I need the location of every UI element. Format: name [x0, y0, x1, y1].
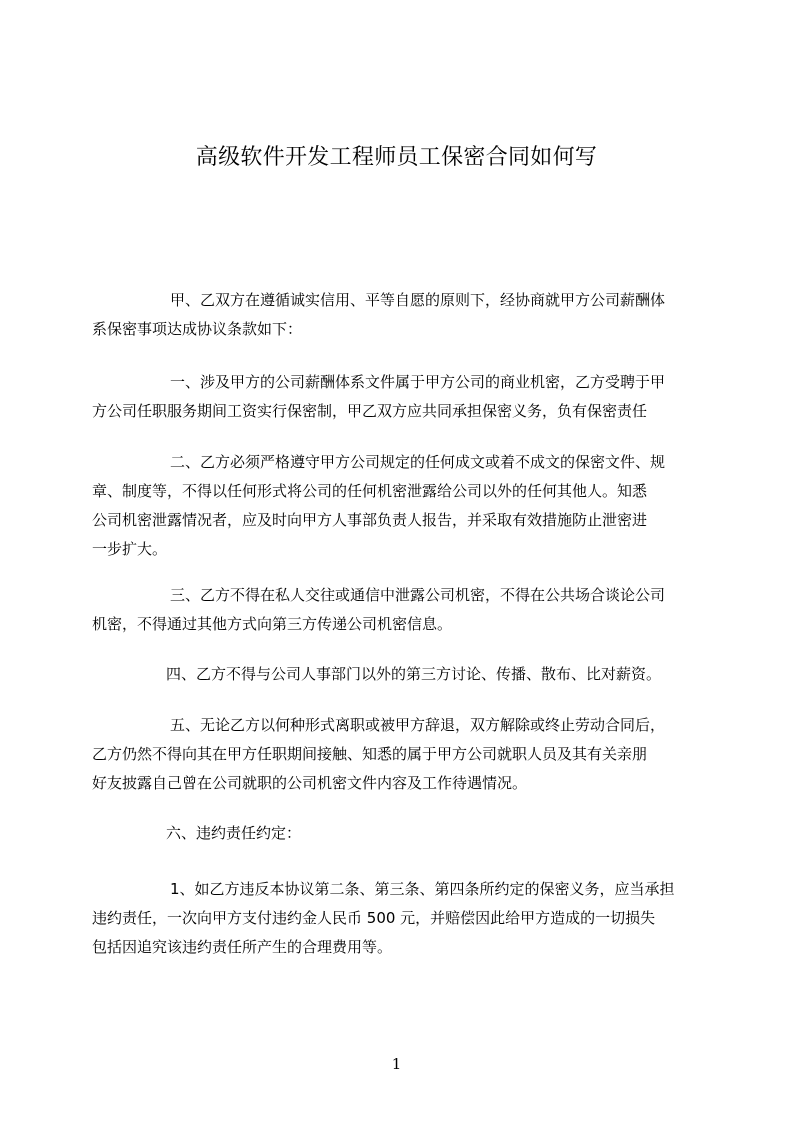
paragraph-clause-6: [92, 819, 717, 848]
paragraph-line: 章、制度等，不得以任何形式将公司的任何机密泄露给公司以外的任何其他人。知悉: [92, 482, 648, 500]
paragraph-line: 乙方仍然不得向其在甲方任职期间接触、知悉的属于甲方公司就职人员及其有关亲朋: [92, 745, 648, 763]
paragraph-intro: [92, 286, 717, 344]
paragraph-clause-2: [92, 448, 717, 564]
paragraph-line: 四、乙方不得与公司人事部门以外的第三方讨论、传播、散布、比对薪资。: [166, 665, 662, 683]
paragraph-clause-6-1: [92, 875, 717, 962]
document-title: 高级软件开发工程师员工保密合同如何写: [195, 145, 598, 170]
paragraph-line: 六、违约责任约定：: [166, 824, 302, 842]
paragraph-clause-3: [92, 581, 717, 639]
paragraph-line: 好友披露自己曾在公司就职的公司机密文件内容及工作待遇情况。: [92, 774, 528, 792]
page-number: 1: [391, 1055, 402, 1073]
paragraph-line: 一、涉及甲方的公司薪酬体系文件属于甲方公司的商业机密，乙方受聘于甲: [170, 373, 666, 391]
paragraph-line: 三、乙方不得在私人交往或通信中泄露公司机密，不得在公共场合谈论公司: [170, 586, 666, 604]
paragraph-line: 一步扩大。: [92, 540, 168, 558]
paragraph-line: 二、乙方必须严格遵守甲方公司规定的任何成文或着不成文的保密文件、规: [170, 453, 666, 471]
paragraph-line: 方公司任职服务期间工资实行保密制，甲乙双方应共同承担保密义务，负有保密责任: [92, 402, 648, 420]
paragraph-line: 包括因追究该违约责任所产生的合理费用等。: [92, 938, 393, 956]
paragraph-line: 机密，不得通过其他方式向第三方传递公司机密信息。: [92, 615, 453, 633]
paragraph-line: 1、如乙方违反本协议第二条、第三条、第四条所约定的保密义务，应当承担: [170, 880, 675, 898]
paragraph-clause-1: [92, 368, 717, 426]
paragraph-line: 五、无论乙方以何种形式离职或被甲方辞退，双方解除或终止劳动合同后，: [170, 716, 666, 734]
paragraph-line: 公司机密泄露情况者，应及时向甲方人事部负责人报告，并采取有效措施防止泄密进: [92, 511, 648, 529]
paragraph-line: 违约责任，一次向甲方支付违约金人民币 500 元，并赔偿因此给甲方造成的一切损失: [92, 909, 656, 927]
paragraph-line: 甲、乙双方在遵循诚实信用、平等自愿的原则下，经协商就甲方公司薪酬体: [170, 291, 666, 309]
paragraph-clause-4: [92, 660, 717, 689]
paragraph-clause-5: [92, 711, 717, 798]
paragraph-line: 系保密事项达成协议条款如下：: [92, 320, 303, 338]
